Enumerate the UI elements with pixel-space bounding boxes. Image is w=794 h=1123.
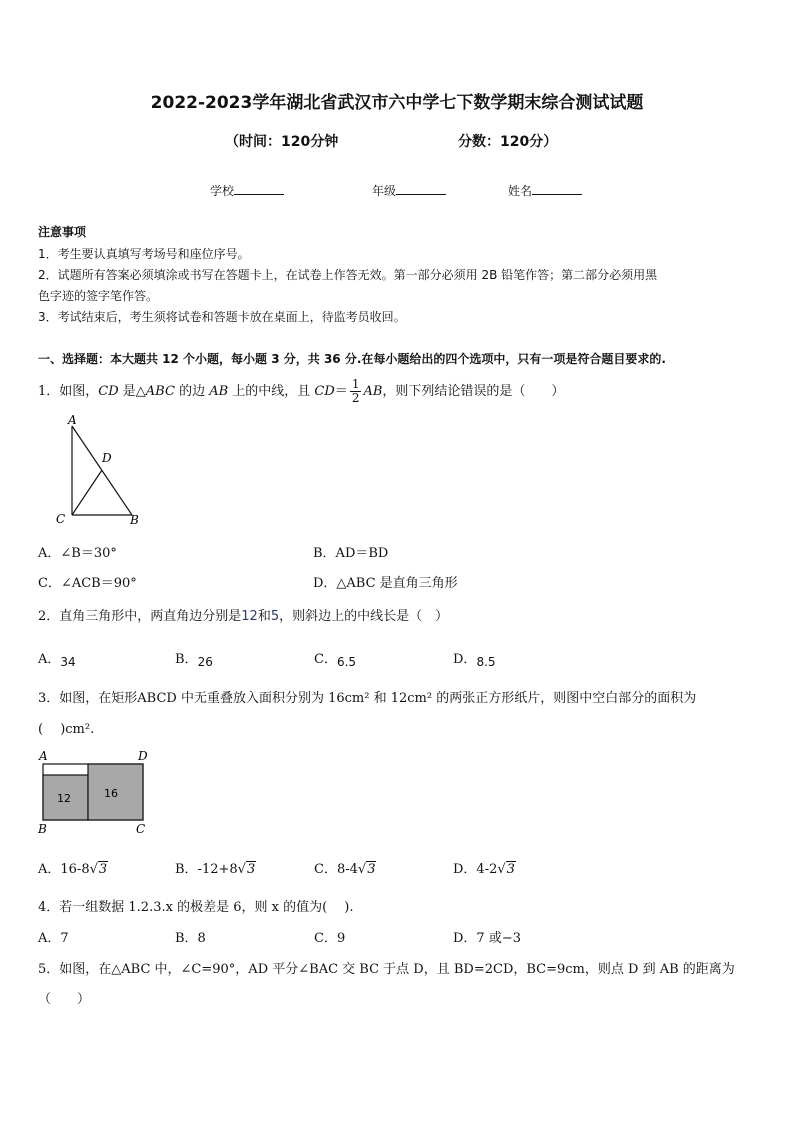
label-A: A xyxy=(39,749,48,763)
small-square-area: 12 xyxy=(57,792,71,805)
page-title: 2022-2023学年湖北省武汉市六中学七下数学期末综合测试试题 xyxy=(150,93,644,113)
exam-score: 分数：120分） xyxy=(458,134,558,150)
label-D: D xyxy=(102,451,112,465)
q3-option-c: C．8-4√3 xyxy=(314,862,376,877)
question-5-line1: 5．如图，在△ABC 中，∠C=90°，AD 平分∠BAC 交 BC 于点 D，且 BD=2CD，BC=9cm，则点 D 到 AB 的距离为 xyxy=(38,962,735,977)
q2-option-b: B．26 xyxy=(175,652,213,669)
notice-item: 1．考生要认真填写考场号和座位序号。 xyxy=(38,247,250,261)
q4-option-b: B．8 xyxy=(175,931,206,946)
notice-heading: 注意事项 xyxy=(38,225,87,239)
q3-option-d: D．4-2√3 xyxy=(453,862,515,877)
q3-option-b: B．-12+8√3 xyxy=(175,862,256,877)
name-label: 姓名 xyxy=(508,184,533,198)
q1-option-d: D．△ABC 是直角三角形 xyxy=(313,576,458,591)
notice-item: 色字迹的签字笔作答。 xyxy=(38,289,159,303)
q3-option-a: A．16-8√3 xyxy=(38,862,108,877)
question-4: 4．若一组数据 1.2.3.x 的极差是 6，则 x 的值为( ). xyxy=(38,900,354,915)
label-C: C xyxy=(136,822,146,836)
exam-time: （时间：120分钟 xyxy=(225,134,339,150)
big-square-area: 16 xyxy=(104,787,118,800)
section-heading: 一、选择题：本大题共 12 个小题，每小题 3 分，共 36 分.在每小题给出的四个选项中，只有一项是符合题目要求的. xyxy=(38,352,666,366)
label-A: A xyxy=(68,413,77,427)
notice-item: 2．试题所有答案必须填涂或书写在答题卡上，在试卷上作答无效。第一部分必须用 2B 铅笔作答；第二部分必须用黑 xyxy=(38,268,658,282)
q1-triangle-figure xyxy=(50,412,150,532)
q2-option-c: C．6.5 xyxy=(314,652,357,669)
q4-option-c: C．9 xyxy=(314,931,346,946)
question-5-line2: （ ） xyxy=(38,992,91,1007)
q3-rectangle-figure xyxy=(34,745,164,837)
question-3-line1: 3．如图，在矩形ABCD 中无重叠放入面积分别为 16cm² 和 12cm² 的两张正方形纸片，则图中空白部分的面积为 xyxy=(38,691,697,706)
notice-item: 3．考试结束后，考生须将试卷和答题卡放在桌面上，待监考员收回。 xyxy=(38,310,406,324)
question-3-line2: ( )cm². xyxy=(38,722,95,737)
label-B: B xyxy=(130,513,139,527)
q1-option-c: C．∠ACB＝90° xyxy=(38,576,137,591)
fraction: $\frac{1}{2}$ xyxy=(351,377,360,405)
q1-option-b: B．AD＝BD xyxy=(313,546,389,561)
question-2: 2．直角三角形中，两直角边分别是12和5，则斜边上的中线长是（ ） xyxy=(38,609,449,624)
q2-option-a: A．34 xyxy=(38,652,76,669)
grade-label: 年级 xyxy=(372,184,397,198)
school-field xyxy=(210,182,284,199)
grade-field xyxy=(372,182,446,199)
label-C: C xyxy=(56,512,66,526)
q4-option-a: A．7 xyxy=(38,931,69,946)
name-field xyxy=(508,182,582,199)
label-D: D xyxy=(138,749,148,763)
q2-option-d: D．8.5 xyxy=(453,652,496,669)
q1-option-a: A．∠B＝30° xyxy=(38,546,117,561)
school-label: 学校 xyxy=(210,184,235,198)
q4-option-d: D．7 或−3 xyxy=(453,931,521,946)
question-1: 1．如图，CD 是△ABC 的边 AB 上的中线，且 CD＝ $\frac{1}{2}$ AB，则下列结论错误的是（ ） xyxy=(38,377,565,405)
label-B: B xyxy=(38,822,47,836)
